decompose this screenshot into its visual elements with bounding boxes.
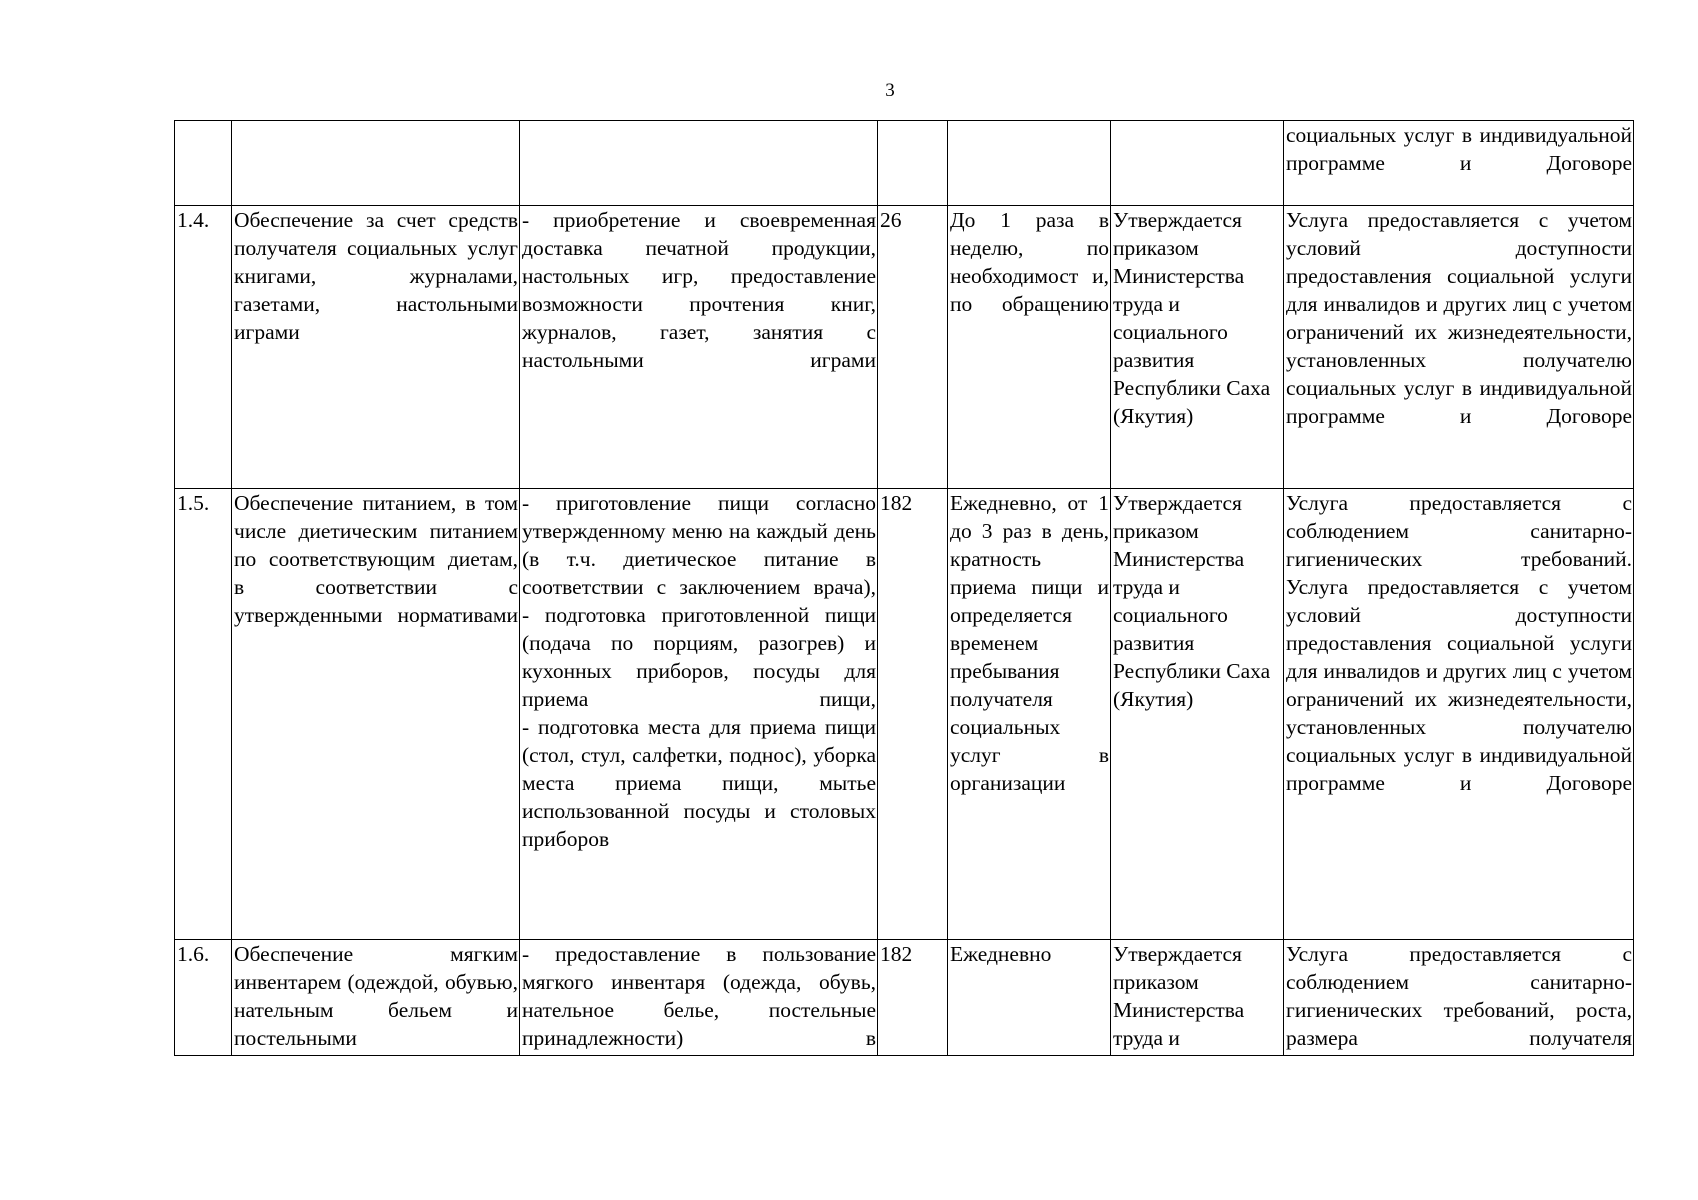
service-content bbox=[520, 121, 878, 206]
row-number bbox=[175, 121, 232, 206]
service-conditions: Услуга предоставляется с соблюдением санитарно-гигиенических требований, роста, размера получателя bbox=[1284, 940, 1634, 1056]
service-standard: Утверждается приказом Министерства труда и bbox=[1111, 940, 1284, 1056]
row-number: 1.4. bbox=[175, 206, 232, 489]
service-volume bbox=[878, 121, 948, 206]
service-content: - приобретение и своевременная доставка печатной продукции, настольных игр, предоставление возможности прочтения книг, журналов, газет, занятия с настольными играми bbox=[520, 206, 878, 489]
service-period: До 1 раза в неделю, по необходимост и, по обращению bbox=[948, 206, 1111, 489]
row-number: 1.6. bbox=[175, 940, 232, 1056]
table-row bbox=[175, 206, 1634, 489]
service-period: Ежедневно, от 1 до 3 раз в день, кратность приема пищи и определяется временем пребывания получателя социальных услуг в организации bbox=[948, 489, 1111, 940]
page-number: 3 bbox=[885, 80, 895, 101]
service-name: Обеспечение питанием, в том числе диетическим питанием по соответствующим диетам, в соответствии с утвержденными нормативами bbox=[232, 489, 520, 940]
service-name bbox=[232, 121, 520, 206]
service-conditions: Услуга предоставляется с учетом условий доступности предоставления социальной услуги для инвалидов и других лиц с учетом ограничений их жизнедеятельности, установленных получателю социальных услуг в индивидуальной программе и Договоре bbox=[1284, 206, 1634, 489]
services-table bbox=[174, 120, 1634, 1056]
service-standard: Утверждается приказом Министерства труда и социального развития Республики Саха (Якутия) bbox=[1111, 206, 1284, 489]
service-name: Обеспечение за счет средств получателя социальных услуг книгами, журналами, газетами, настольными играми bbox=[232, 206, 520, 489]
service-volume: 182 bbox=[878, 940, 948, 1056]
row-number: 1.5. bbox=[175, 489, 232, 940]
service-standard bbox=[1111, 121, 1284, 206]
table-row bbox=[175, 940, 1634, 1056]
service-volume: 182 bbox=[878, 489, 948, 940]
service-period bbox=[948, 121, 1111, 206]
service-volume: 26 bbox=[878, 206, 948, 489]
service-conditions: социальных услуг в индивидуальной программе и Договоре bbox=[1284, 121, 1634, 206]
service-content: - приготовление пищи согласно утвержденному меню на каждый день (в т.ч. диетическое питание в соответствии с заключением врача), - подготовка приготовленной пищи (подача по порциям, разогрев) и кухонных приборов, посуды для приема пищи, - подготовка места для приема пищи (стол, стул, салфетки, поднос), уборка места приема пищи, мытье использованной посуды и столовых приборов bbox=[520, 489, 878, 940]
service-period: Ежедневно bbox=[948, 940, 1111, 1056]
table-row bbox=[175, 489, 1634, 940]
service-conditions: Услуга предоставляется с соблюдением санитарно-гигиенических требований. Услуга предоставляется с учетом условий доступности предоставления социальной услуги для инвалидов и других лиц с учетом ограничений их жизнедеятельности, установленных получателю социальных услуг в индивидуальной программе и Договоре bbox=[1284, 489, 1634, 940]
service-standard: Утверждается приказом Министерства труда и социального развития Республики Саха (Якутия) bbox=[1111, 489, 1284, 940]
service-content: - предоставление в пользование мягкого инвентаря (одежда, обувь, нательное белье, постельные принадлежности) в bbox=[520, 940, 878, 1056]
table-row bbox=[175, 121, 1634, 206]
service-name: Обеспечение мягким инвентарем (одеждой, обувью, нательным бельем и постельными bbox=[232, 940, 520, 1056]
